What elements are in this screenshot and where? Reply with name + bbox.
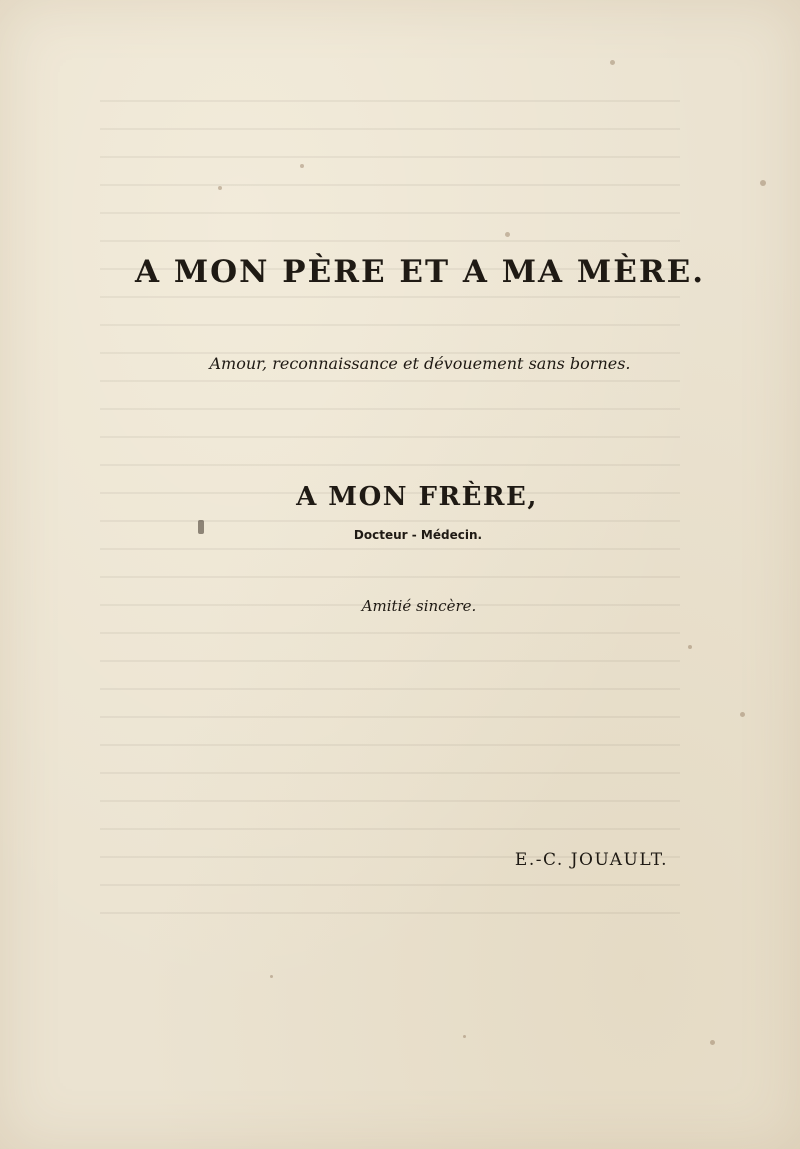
motto-parents: Amour, reconnaissance et dévouement sans bornes. <box>209 354 631 373</box>
motto-brother: Amitié sincère. <box>361 597 477 615</box>
dedication-brother: A MON FRÈRE, <box>296 482 538 512</box>
show-through-texture <box>100 100 680 940</box>
author-signature: E.-C. JOUAULT. <box>514 850 668 870</box>
dedication-parents: A MON PÈRE ET A MA MÈRE. <box>134 254 706 290</box>
brother-title: Docteur - Médecin. <box>353 528 483 542</box>
